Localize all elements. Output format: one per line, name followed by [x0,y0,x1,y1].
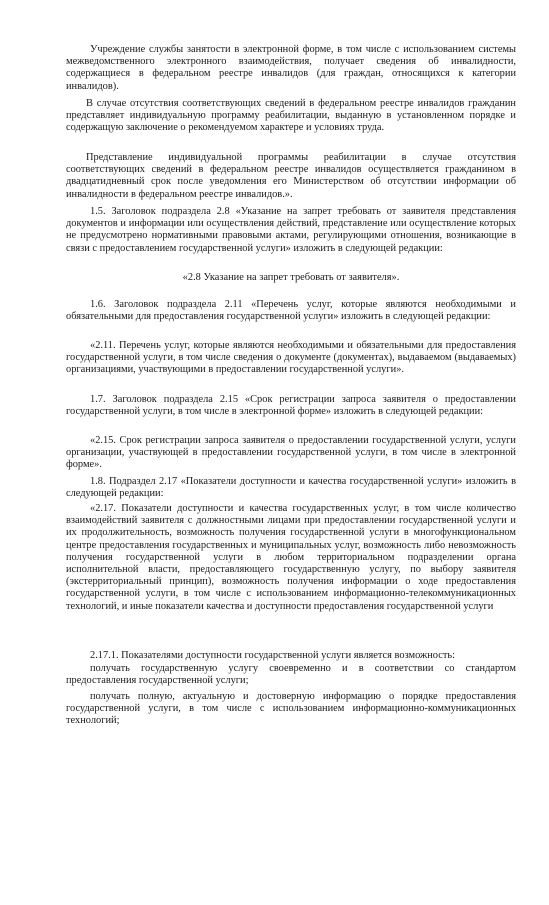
paragraph-text: Представление индивидуальной программы реабилитации в случае отсутствия соответствующих сведений в федеральном реестре инвалидов осуществляется гражданином в двадцатидневный срок после уведомления его Министерством об отсутствии информации об инвалидности в федеральном реестре инвалидов.». [66,152,516,200]
paragraph-heading-2-17 [66,503,516,613]
paragraph-text: 1.7. Заголовок подраздела 2.15 «Срок регистрации запроса заявителя о предоставлении государственной услуги, в том числе в электронной форме» изложить в следующей редакции: [66,394,516,418]
paragraph-text: «2.11. Перечень услуг, которые являются необходимыми и обязательными для предоставления государственной услуги, в том числе сведения о документе (документах), выдаваемом (выдаваемых) организациями, участвующими в предоставлении государственной услуги». [66,340,516,376]
paragraph-item-1-5 [66,206,516,255]
paragraph-rehabilitation-program [66,152,516,201]
paragraph-heading-2-15 [66,435,516,472]
paragraph-item-2-17-1 [66,650,516,662]
paragraph-text: получать государственную услугу своевременно и в соответствии со стандартом предоставления государственной услуги; [66,663,516,687]
paragraph-heading-2-11 [66,340,516,377]
paragraph-item-1-7 [66,394,516,418]
paragraph-text: 1.6. Заголовок подраздела 2.11 «Перечень услуг, которые являются необходимыми и обязательными для предоставления государственной услуги» изложить в следующей редакции: [66,299,516,323]
paragraph-text: 1.8. Подраздел 2.17 «Показатели доступности и качества государственной услуги» изложить в следующей редакции: [66,476,516,500]
paragraph-heading-2-8 [66,272,516,284]
paragraph-receive-timely [66,663,516,687]
paragraph-text: 2.17.1. Показателями доступности государственной услуги является возможность: [90,650,456,661]
paragraph-text: Учреждение службы занятости в электронной форме, в том числе с использованием системы межведомственного электронного взаимодействия, получает сведения об инвалидности, содержащиеся в федеральном реестре инвалидов (для граждан, относящихся к категории инвалидов). [66,44,516,92]
paragraph-text: «2.15. Срок регистрации запроса заявителя о предоставлении государственной услуги, услуги организации, участвующей в предоставлении государственной услуги, в том числе в электронной форме». [66,435,516,471]
paragraph-receive-information [66,691,516,728]
paragraph-text: «2.8 Указание на запрет требовать от заявителя». [182,272,400,283]
paragraph-absence-of-records [66,98,516,135]
paragraph-employment-service [66,44,516,93]
paragraph-item-1-6 [66,299,516,323]
paragraph-text: получать полную, актуальную и достоверную информацию о порядке предоставления государственной услуги, в том числе с использованием информационно-коммуникационных технологий; [66,691,516,727]
paragraph-text: В случае отсутствия соответствующих сведений в федеральном реестре инвалидов гражданин представляет индивидуальную программу реабилитации, выданную в установленном порядке и содержащую заключение о рекомендуемом характере и условиях труда. [66,98,516,134]
paragraph-text: 1.5. Заголовок подраздела 2.8 «Указание на запрет требовать от заявителя представления документов и информации или осуществления действий, представление или осуществление которых не предусмотрено нормативными правовыми актами, регулирующими отношения, возникающие в связи с предоставлением государственной услуги» изложить в следующей редакции: [66,206,516,254]
paragraph-item-1-8 [66,476,516,500]
paragraph-text: «2.17. Показатели доступности и качества государственных услуг, в том числе количество взаимодействий заявителя с должностными лицами при предоставлении государственной услуги и их продолжительность, возможность получения государственной услуги в многофункциональном центре предоставления государственных и муниципальных услуг, возможность либо невозможность получения государственной услуги в любом территориальном подразделении органа исполнительной власти, предоставляющего государственную услугу, по выбору заявителя (экстерриториальный принцип), возможность получения информации о ходе предоставления государственной услуги, в том числе с использованием информационно-телекоммуникационных технологий, и иные показатели качества и доступности предоставления государственной услуги [66,503,516,612]
